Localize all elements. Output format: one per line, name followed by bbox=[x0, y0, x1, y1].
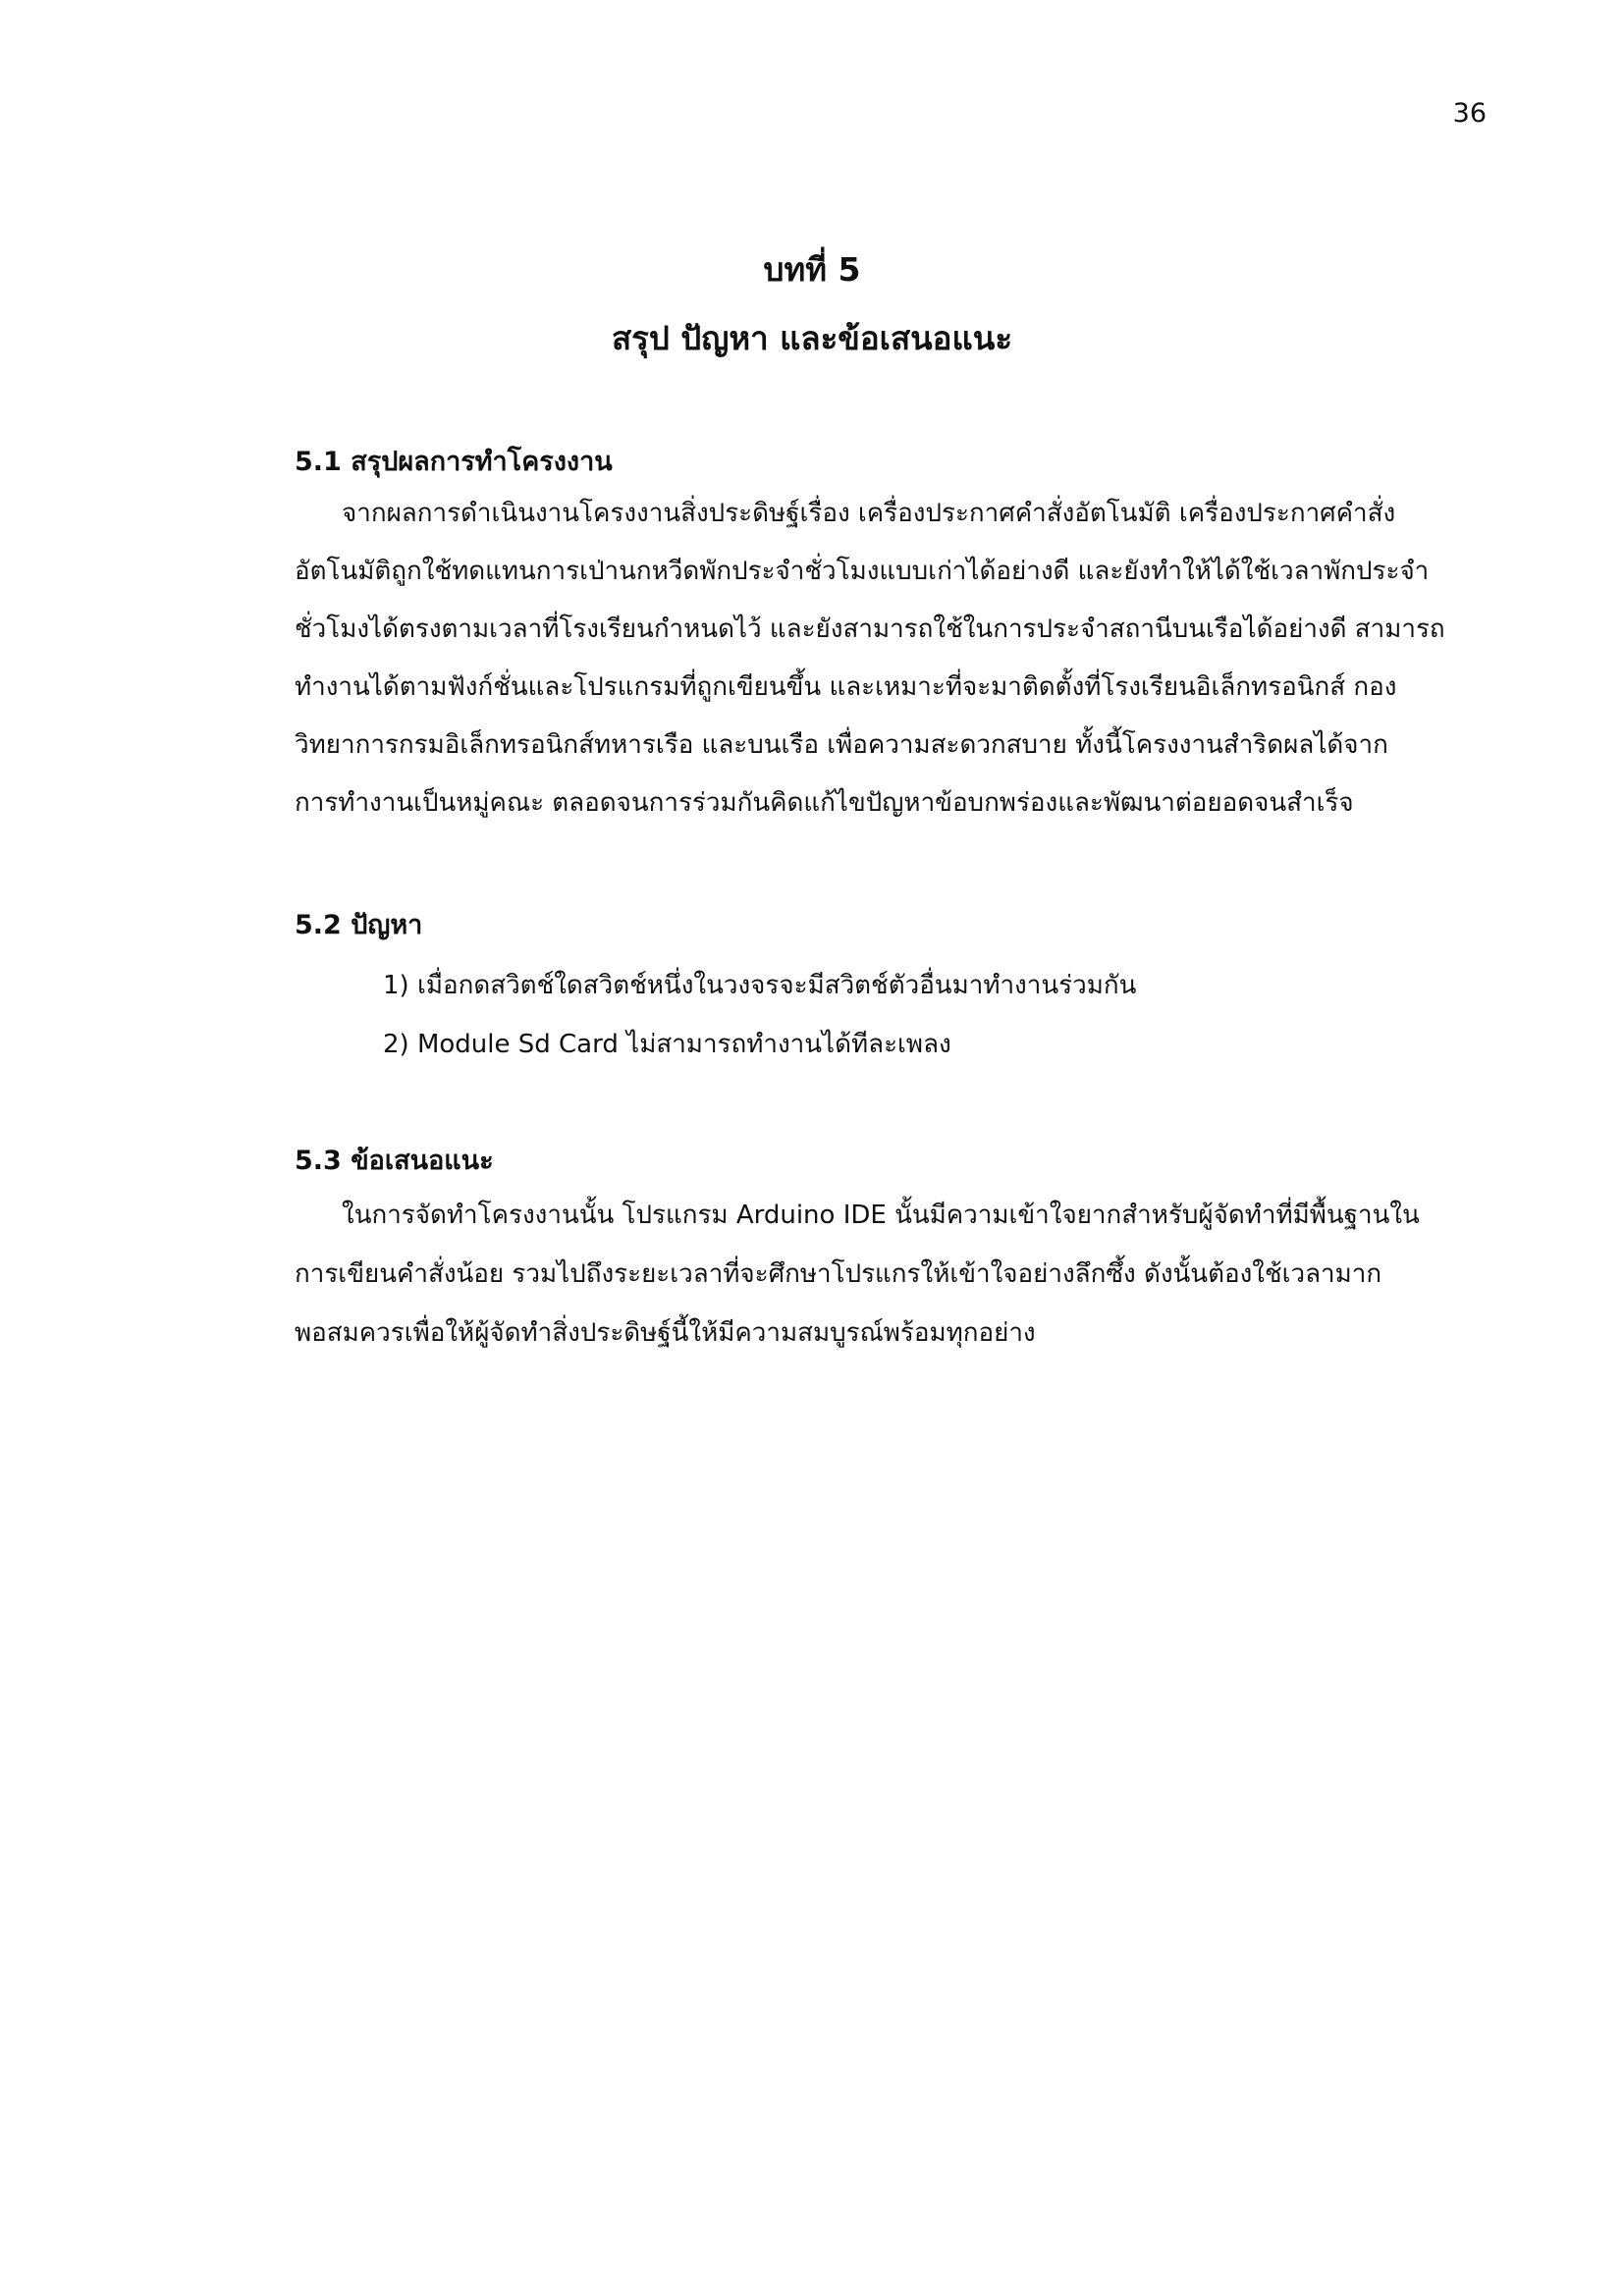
summary-paragraph-line: ทำงานได้ตามฟังก์ชั่นและโปรแกรมที่ถูกเขียนขึ้น และเหมาะที่จะมาติดตั้งที่โรงเรียนอิเล็กทรอนิกส์ กอง bbox=[295, 672, 1397, 702]
suggestion-paragraph-line: ในการจัดทำโครงงานนั้น โปรแกรม Arduino IDE นั้นมีความเข้าใจยากสำหรับผู้จัดทำที่มีพื้นฐานใน bbox=[342, 1201, 1420, 1230]
summary-paragraph-line: จากผลการดำเนินงานโครงงานสิ่งประดิษฐ์เรื่อง เครื่องประกาศคำสั่งอัตโนมัติ เครื่องประกาศคำสั่ง bbox=[342, 499, 1396, 528]
suggestion-paragraph-line: พอสมควรเพื่อให้ผู้จัดทำสิ่งประดิษฐ์นี้ให้มีความสมบูรณ์พร้อมทุกอย่าง bbox=[295, 1318, 1036, 1348]
problem-list-item: 2) Module Sd Card ไม่สามารถทำงานได้ทีละเพลง bbox=[383, 1030, 951, 1059]
summary-paragraph-line: การทำงานเป็นหมู่คณะ ตลอดจนการร่วมกันคิดแก้ไขปัญหาข้อบกพร่องและพัฒนาต่อยอดจนสำเร็จ bbox=[295, 788, 1354, 818]
summary-paragraph-line: ชั่วโมงได้ตรงตามเวลาที่โรงเรียนกำหนดไว้ และยังสามารถใช้ในการประจำสถานีบนเรือได้อย่างดี สามารถ bbox=[295, 614, 1445, 644]
section-heading-suggestions: 5.3 ข้อเสนอแนะ bbox=[295, 1146, 494, 1176]
page-number: 36 bbox=[1452, 98, 1487, 129]
problem-list-item: 1) เมื่อกดสวิตช์ใดสวิตช์หนึ่งในวงจรจะมีสวิตช์ตัวอื่นมาทำงานร่วมกัน bbox=[383, 971, 1137, 1000]
chapter-title: บทที่ 5 bbox=[763, 250, 861, 289]
section-heading-summary: 5.1 สรุปผลการทำโครงงาน bbox=[295, 447, 613, 477]
summary-paragraph-line: วิทยาการกรมอิเล็กทรอนิกส์ทหารเรือ และบนเรือ เพื่อความสะดวกสบาย ทั้งนี้โครงงานสำริดผลได้จาก bbox=[295, 730, 1388, 760]
suggestion-paragraph-line: การเขียนคำสั่งน้อย รวมไปถึงระยะเวลาที่จะศึกษาโปรแกรให้เข้าใจอย่างลึกซึ้ง ดังนั้นต้องใช้เวลามาก bbox=[295, 1259, 1382, 1289]
section-heading-problems: 5.2 ปัญหา bbox=[295, 910, 423, 940]
chapter-subtitle: สรุป ปัญหา และข้อเสนอแนะ bbox=[611, 319, 1013, 357]
summary-paragraph-line: อัตโนมัติถูกใช้ทดแทนการเป่านกหวีดพักประจำชั่วโมงแบบเก่าได้อย่างดี และยังทำให้ได้ใช้เวลาพักประจำ bbox=[295, 557, 1430, 586]
